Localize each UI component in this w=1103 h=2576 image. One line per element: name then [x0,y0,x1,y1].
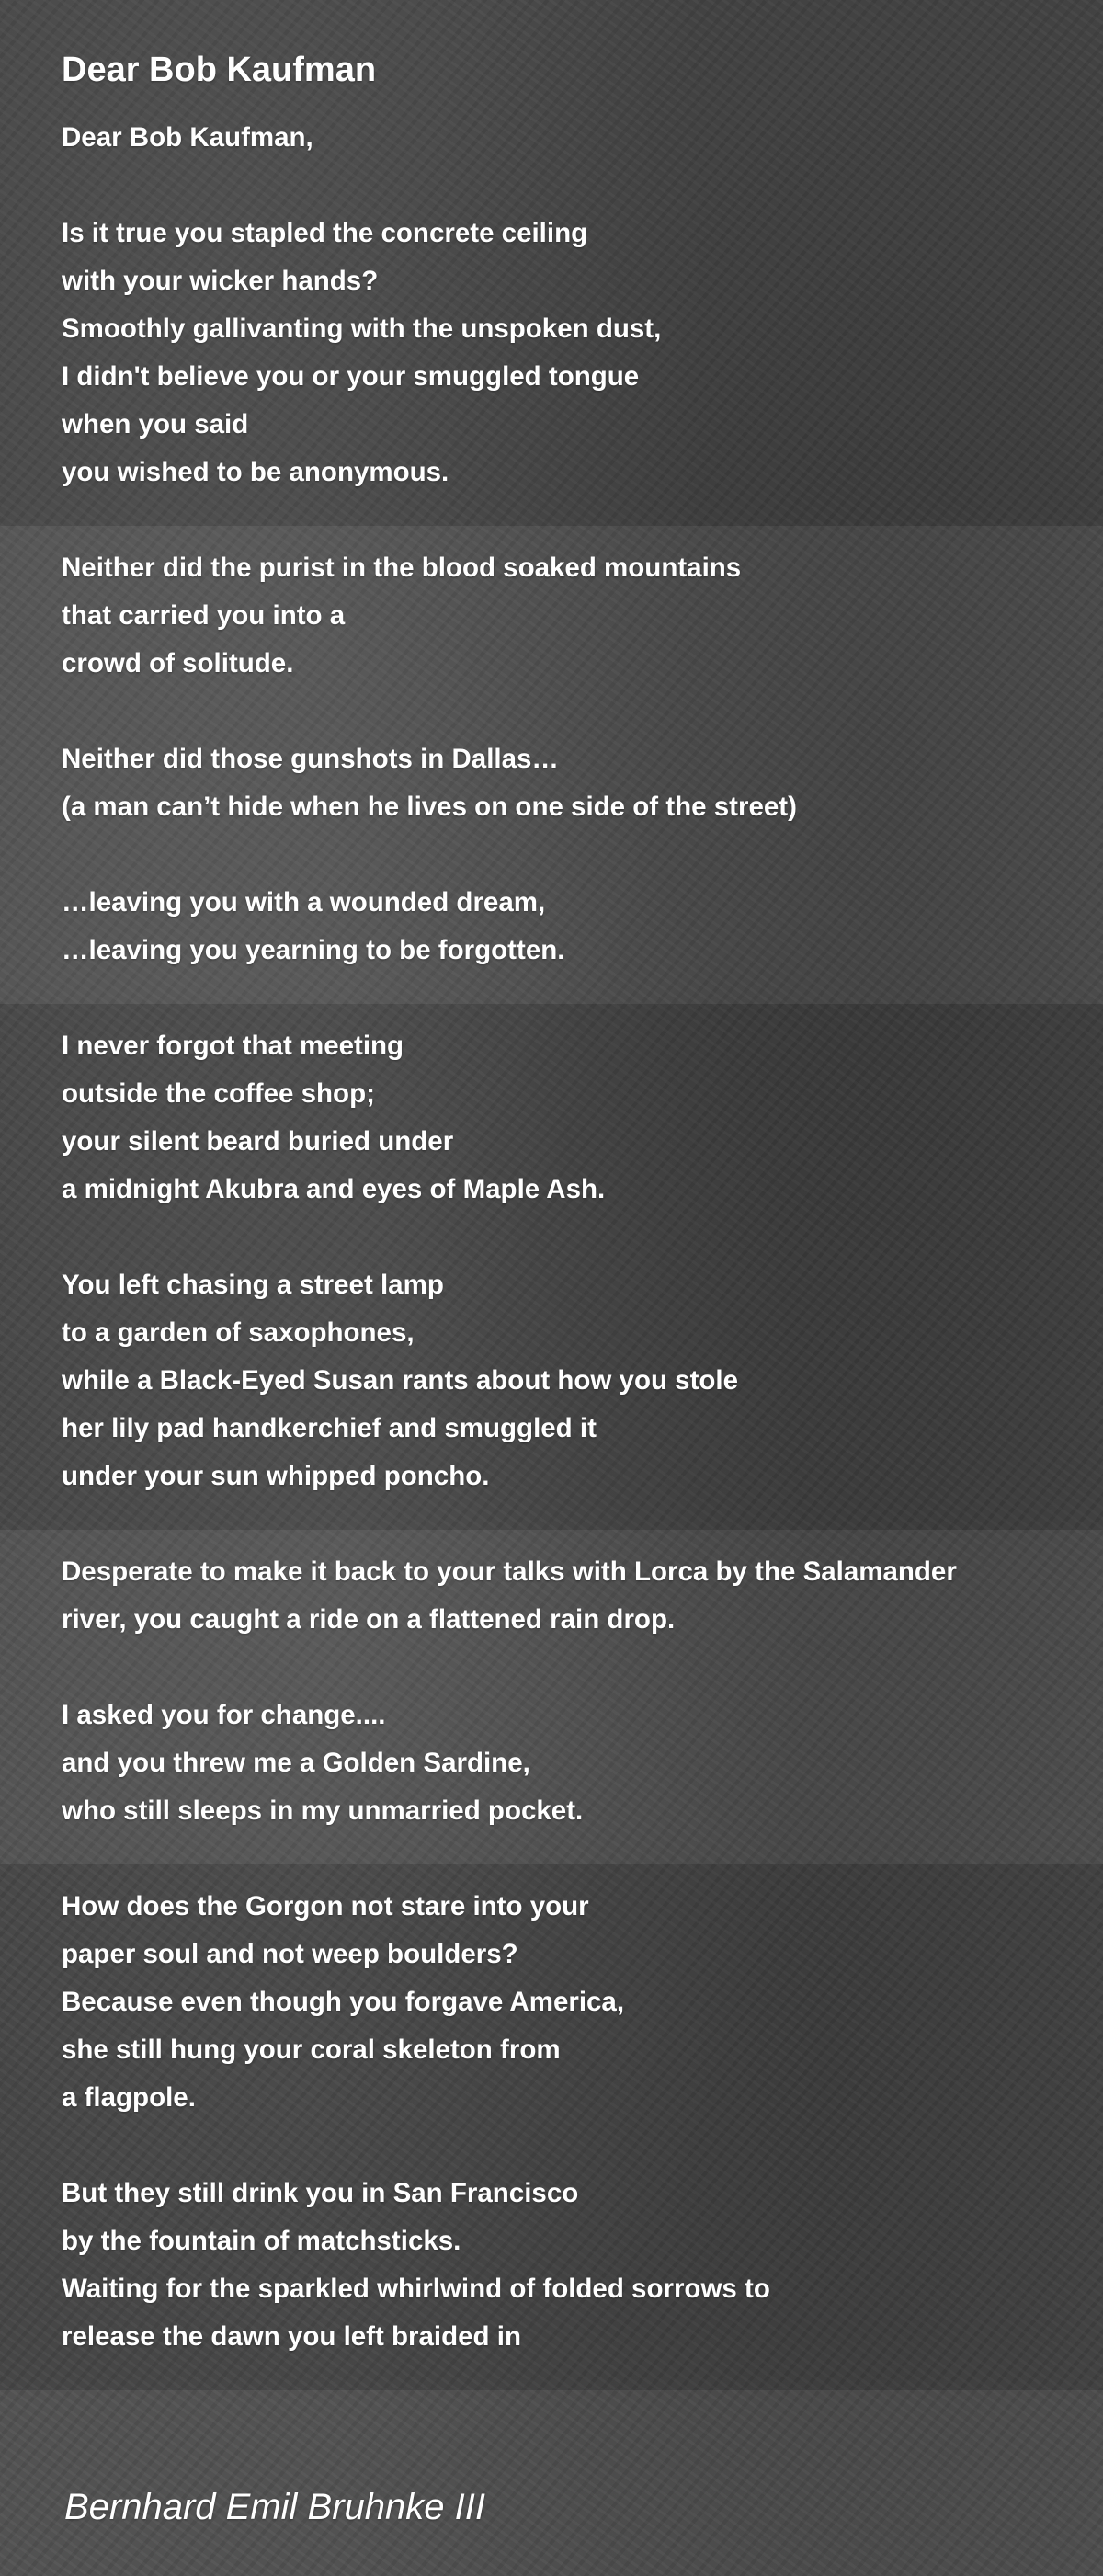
poem-line: who still sleeps in my unmarried pocket. [62,1795,584,1826]
poem-line: Dear Bob Kaufman, [62,122,313,153]
poem-line: and you threw me a Golden Sardine, [62,1748,530,1778]
poem-line: paper soul and not weep boulders? [62,1939,518,1969]
poem-line: you wished to be anonymous. [62,457,449,487]
stanza-break [62,1644,1082,1692]
stanza-break [62,496,1082,544]
poem-line: a flagpole. [62,2082,196,2113]
poem-line: when you said [62,409,249,439]
poem-line: How does the Gorgon not stare into your [62,1891,589,1921]
poem-line: Neither did the purist in the blood soaked mountains [62,553,742,583]
poem-line: under your sun whipped poncho. [62,1461,490,1491]
poem-line: that carried you into a [62,600,346,631]
poem-line: But they still drink you in San Francisco [62,2178,579,2208]
poem-line: Desperate to make it back to your talks with Lorca by the Salamander [62,1556,957,1587]
poem-container [62,46,1082,2361]
poem-line: Smoothly gallivanting with the unspoken dust, [62,313,662,344]
poem-line: Neither did those gunshots in Dallas… [62,744,559,774]
stanza-break [62,2122,1082,2170]
poem-line: …leaving you yearning to be forgotten. [62,935,565,965]
poem-line: Waiting for the sparkled whirlwind of folded sorrows to [62,2274,770,2304]
poem-line: (a man can’t hide when he lives on one side of the street) [62,792,797,822]
poem-line: your silent beard buried under [62,1126,454,1157]
poem-line: to a garden of saxophones, [62,1317,415,1348]
poem-line: by the fountain of matchsticks. [62,2226,461,2256]
poem-line: her lily pad handkerchief and smuggled it [62,1413,597,1443]
stanza-break [62,975,1082,1022]
poem-line: I asked you for change.... [62,1700,386,1730]
stanza-break [62,1835,1082,1883]
poem-line: …leaving you with a wounded dream, [62,887,546,918]
poem-body [62,114,1082,2361]
poem-line: she still hung your coral skeleton from [62,2035,561,2065]
poem-title: Dear Bob Kaufman [62,51,377,89]
poem-author: Bernhard Emil Bruhnke III [64,2487,485,2527]
poem-line: Is it true you stapled the concrete ceiling [62,218,588,248]
poem-line: crowd of solitude. [62,648,294,678]
stanza-break [62,1500,1082,1548]
poem-line: outside the coffee shop; [62,1078,375,1109]
poem-line: You left chasing a street lamp [62,1270,444,1300]
poem-line: I never forgot that meeting [62,1031,404,1061]
poem-line: with your wicker hands? [62,266,379,296]
poem-line: release the dawn you left braided in [62,2321,521,2352]
stanza-break [62,162,1082,210]
poem-line: Because even though you forgave America, [62,1987,625,2017]
poem-line: river, you caught a ride on a flattened rain drop. [62,1604,676,1635]
poem-line: I didn't believe you or your smuggled tongue [62,361,640,392]
stanza-break [62,688,1082,735]
poem-line: while a Black-Eyed Susan rants about how you stole [62,1365,739,1396]
poem-line: a midnight Akubra and eyes of Maple Ash. [62,1174,606,1204]
stanza-break [62,1214,1082,1261]
stanza-break [62,831,1082,879]
